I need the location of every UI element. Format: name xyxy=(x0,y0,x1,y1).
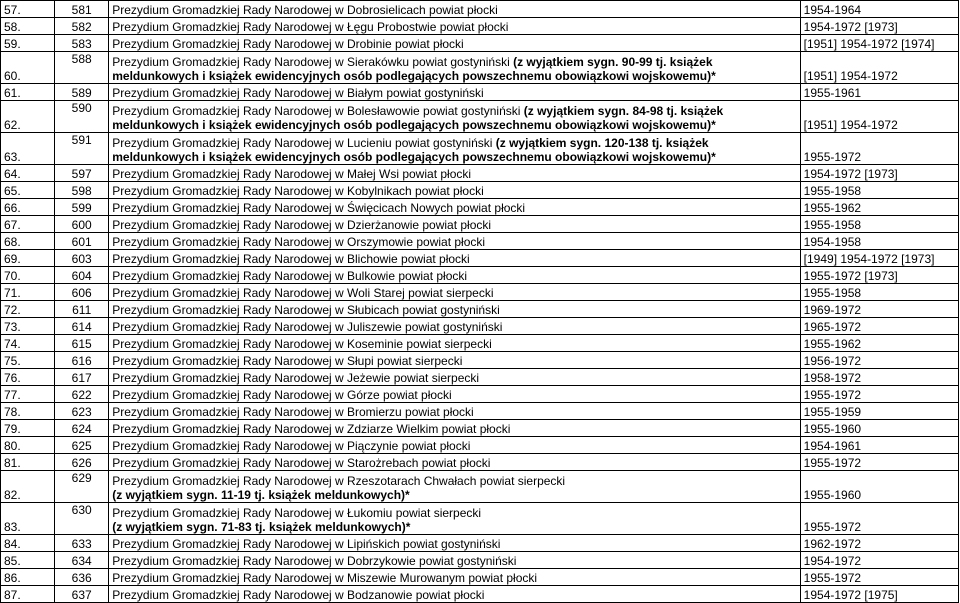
row-number: 69. xyxy=(1,250,55,267)
row-number: 67. xyxy=(1,216,55,233)
table-row xyxy=(1,165,959,182)
date-range: 1955-1962 xyxy=(800,335,958,352)
row-number: 68. xyxy=(1,233,55,250)
fonds-number: 599 xyxy=(55,199,109,216)
fonds-number: 633 xyxy=(55,535,109,552)
fonds-exclusion-note: (z wyjątkiem sygn. 71-83 tj. książek meldunkowych)* xyxy=(112,520,411,534)
fonds-title: Prezydium Gromadzkiej Rady Narodowej w Łęgu Probostwie powiat płocki xyxy=(109,18,800,35)
fonds-number: 630 xyxy=(55,503,109,535)
table-row xyxy=(1,35,959,52)
date-range: 1954-1972 [1975] xyxy=(800,586,958,603)
table-row xyxy=(1,52,959,84)
fonds-title: Prezydium Gromadzkiej Rady Narodowej w Orszymowie powiat płocki xyxy=(109,233,800,250)
fonds-number: 637 xyxy=(55,586,109,603)
table-row xyxy=(1,352,959,369)
table-row xyxy=(1,454,959,471)
date-range: 1955-1972 [1973] xyxy=(800,267,958,284)
table-row xyxy=(1,250,959,267)
fonds-number: 601 xyxy=(55,233,109,250)
row-number: 82. xyxy=(1,471,55,503)
fonds-title-line-1: Prezydium Gromadzkiej Rady Narodowej w Rzeszotarach Chwałach powiat sierpecki xyxy=(112,474,566,488)
fonds-number: 588 xyxy=(55,52,109,84)
table-row xyxy=(1,1,959,18)
table-row xyxy=(1,182,959,199)
date-range: 1969-1972 xyxy=(800,301,958,318)
fonds-number: 626 xyxy=(55,454,109,471)
date-range: 1955-1972 xyxy=(800,503,958,535)
fonds-title: Prezydium Gromadzkiej Rady Narodowej w Bulkowie powiat płocki xyxy=(109,267,800,284)
table-row xyxy=(1,569,959,586)
table-row xyxy=(1,471,959,503)
row-number: 73. xyxy=(1,318,55,335)
date-range: 1954-1972 [1973] xyxy=(800,18,958,35)
fonds-title: Prezydium Gromadzkiej Rady Narodowej w Lipińskich powiat gostyniński xyxy=(109,535,800,552)
fonds-number: 604 xyxy=(55,267,109,284)
fonds-number: 622 xyxy=(55,386,109,403)
row-number: 77. xyxy=(1,386,55,403)
table-row xyxy=(1,101,959,133)
date-range: 1954-1972 [1973] xyxy=(800,165,958,182)
row-number: 85. xyxy=(1,552,55,569)
fonds-title-line-1: Prezydium Gromadzkiej Rady Narodowej w Bolesławowie powiat gostyniński (z wyjątkiem sygn. 84-98 tj. książek xyxy=(112,104,724,118)
fonds-title: Prezydium Gromadzkiej Rady Narodowej w Juliszewie powiat gostyniński xyxy=(109,318,800,335)
date-range: [1951] 1954-1972 xyxy=(800,101,958,133)
fonds-number: 617 xyxy=(55,369,109,386)
fonds-number: 590 xyxy=(55,101,109,133)
fonds-number: 589 xyxy=(55,84,109,101)
date-range: 1955-1959 xyxy=(800,403,958,420)
table-row xyxy=(1,386,959,403)
fonds-title xyxy=(109,503,800,535)
table-row xyxy=(1,18,959,35)
fonds-title: Prezydium Gromadzkiej Rady Narodowej w Małej Wsi powiat płocki xyxy=(109,165,800,182)
row-number: 63. xyxy=(1,133,55,165)
date-range: 1955-1961 xyxy=(800,84,958,101)
fonds-title: Prezydium Gromadzkiej Rady Narodowej w Blichowie powiat płocki xyxy=(109,250,800,267)
row-number: 57. xyxy=(1,1,55,18)
fonds-number: 591 xyxy=(55,133,109,165)
fonds-exclusion-note: meldunkowych i książek ewidencyjnych osób podlegających powszechnemu obowiązkowi wojskowemu)* xyxy=(112,150,716,164)
table-row xyxy=(1,318,959,335)
table-row xyxy=(1,335,959,352)
fonds-number: 634 xyxy=(55,552,109,569)
row-number: 66. xyxy=(1,199,55,216)
fonds-number: 582 xyxy=(55,18,109,35)
row-number: 60. xyxy=(1,52,55,84)
date-range: 1962-1972 xyxy=(800,535,958,552)
fonds-title-line-1: Prezydium Gromadzkiej Rady Narodowej w Łukomiu powiat sierpecki xyxy=(112,506,482,520)
date-range: 1954-1972 xyxy=(800,552,958,569)
table-row xyxy=(1,301,959,318)
row-number: 83. xyxy=(1,503,55,535)
table-row xyxy=(1,420,959,437)
fonds-exclusion-note: (z wyjątkiem sygn. 120-138 tj. książek xyxy=(495,136,709,150)
fonds-number: 624 xyxy=(55,420,109,437)
fonds-title: Prezydium Gromadzkiej Rady Narodowej w Drobinie powiat płocki xyxy=(109,35,800,52)
fonds-number: 636 xyxy=(55,569,109,586)
table-row xyxy=(1,503,959,535)
date-range: 1955-1958 xyxy=(800,182,958,199)
fonds-title: Prezydium Gromadzkiej Rady Narodowej w Zdziarze Wielkim powiat płocki xyxy=(109,420,800,437)
row-number: 79. xyxy=(1,420,55,437)
fonds-exclusion-note: (z wyjątkiem sygn. 11-19 tj. książek meldunkowych)* xyxy=(112,488,410,502)
fonds-number: 600 xyxy=(55,216,109,233)
table-row xyxy=(1,403,959,420)
fonds-number: 616 xyxy=(55,352,109,369)
fonds-number: 583 xyxy=(55,35,109,52)
date-range: 1955-1962 xyxy=(800,199,958,216)
table-row xyxy=(1,552,959,569)
date-range: [1951] 1954-1972 xyxy=(800,52,958,84)
row-number: 65. xyxy=(1,182,55,199)
fonds-title: Prezydium Gromadzkiej Rady Narodowej w Białym powiat gostyniński xyxy=(109,84,800,101)
fonds-exclusion-note: meldunkowych i książek ewidencyjnych osób podlegających powszechnemu obowiązkowi wojskowemu)* xyxy=(112,69,716,83)
date-range: 1956-1972 xyxy=(800,352,958,369)
date-range: 1954-1961 xyxy=(800,437,958,454)
fonds-title: Prezydium Gromadzkiej Rady Narodowej w Koseminie powiat sierpecki xyxy=(109,335,800,352)
row-number: 80. xyxy=(1,437,55,454)
date-range: 1955-1972 xyxy=(800,569,958,586)
row-number: 58. xyxy=(1,18,55,35)
table-row xyxy=(1,133,959,165)
row-number: 72. xyxy=(1,301,55,318)
fonds-number: 606 xyxy=(55,284,109,301)
row-number: 84. xyxy=(1,535,55,552)
date-range: 1955-1960 xyxy=(800,420,958,437)
fonds-title: Prezydium Gromadzkiej Rady Narodowej w Woli Starej powiat sierpecki xyxy=(109,284,800,301)
table-row xyxy=(1,437,959,454)
fonds-number: 625 xyxy=(55,437,109,454)
table-row xyxy=(1,284,959,301)
fonds-title xyxy=(109,471,800,503)
date-range: 1954-1958 xyxy=(800,233,958,250)
fonds-title xyxy=(109,133,800,165)
date-range: 1955-1972 xyxy=(800,386,958,403)
fonds-title xyxy=(109,101,800,133)
fonds-title: Prezydium Gromadzkiej Rady Narodowej w Święcicach Nowych powiat płocki xyxy=(109,199,800,216)
date-range: 1965-1972 xyxy=(800,318,958,335)
fonds-number: 597 xyxy=(55,165,109,182)
row-number: 74. xyxy=(1,335,55,352)
fonds-number: 603 xyxy=(55,250,109,267)
date-range: 1955-1960 xyxy=(800,471,958,503)
fonds-exclusion-note: (z wyjątkiem sygn. 90-99 tj. książek xyxy=(513,55,713,69)
fonds-title: Prezydium Gromadzkiej Rady Narodowej w Dzierżanowie powiat płocki xyxy=(109,216,800,233)
date-range: 1958-1972 xyxy=(800,369,958,386)
table-row xyxy=(1,267,959,284)
fonds-title: Prezydium Gromadzkiej Rady Narodowej w Starożrebach powiat płocki xyxy=(109,454,800,471)
fonds-title: Prezydium Gromadzkiej Rady Narodowej w Bromierzu powiat płocki xyxy=(109,403,800,420)
row-number: 76. xyxy=(1,369,55,386)
date-range: [1951] 1954-1972 [1974] xyxy=(800,35,958,52)
date-range: 1955-1958 xyxy=(800,216,958,233)
fonds-number: 614 xyxy=(55,318,109,335)
date-range: [1949] 1954-1972 [1973] xyxy=(800,250,958,267)
row-number: 87. xyxy=(1,586,55,603)
table-row xyxy=(1,535,959,552)
table-row xyxy=(1,586,959,603)
fonds-number: 611 xyxy=(55,301,109,318)
row-number: 62. xyxy=(1,101,55,133)
row-number: 61. xyxy=(1,84,55,101)
row-number: 59. xyxy=(1,35,55,52)
date-range: 1955-1958 xyxy=(800,284,958,301)
fonds-title: Prezydium Gromadzkiej Rady Narodowej w Dobrosielicach powiat płocki xyxy=(109,1,800,18)
fonds-title: Prezydium Gromadzkiej Rady Narodowej w Piączynie powiat płocki xyxy=(109,437,800,454)
fonds-title: Prezydium Gromadzkiej Rady Narodowej w Jeżewie powiat sierpecki xyxy=(109,369,800,386)
fonds-title-line-1: Prezydium Gromadzkiej Rady Narodowej w Sierakówku powiat gostyniński (z wyjątkiem sygn. 90-99 tj. książek xyxy=(112,55,713,69)
fonds-number: 615 xyxy=(55,335,109,352)
fonds-title: Prezydium Gromadzkiej Rady Narodowej w Miszewie Murowanym powiat płocki xyxy=(109,569,800,586)
row-number: 71. xyxy=(1,284,55,301)
date-range: 1955-1972 xyxy=(800,454,958,471)
table-row xyxy=(1,216,959,233)
fonds-number: 581 xyxy=(55,1,109,18)
row-number: 75. xyxy=(1,352,55,369)
date-range: 1955-1972 xyxy=(800,133,958,165)
fonds-title: Prezydium Gromadzkiej Rady Narodowej w Kobylnikach powiat płocki xyxy=(109,182,800,199)
fonds-title-line-1: Prezydium Gromadzkiej Rady Narodowej w Lucieniu powiat gostyniński (z wyjątkiem sygn. 120-138 tj. książek xyxy=(112,136,709,150)
fonds-number: 629 xyxy=(55,471,109,503)
row-number: 78. xyxy=(1,403,55,420)
fonds-number: 623 xyxy=(55,403,109,420)
row-number: 70. xyxy=(1,267,55,284)
table-row xyxy=(1,84,959,101)
fonds-title: Prezydium Gromadzkiej Rady Narodowej w Słupi powiat sierpecki xyxy=(109,352,800,369)
fonds-exclusion-note: meldunkowych i książek ewidencyjnych osób podlegających powszechnemu obowiązkowi wojskowemu)* xyxy=(112,118,716,132)
row-number: 86. xyxy=(1,569,55,586)
table-row xyxy=(1,199,959,216)
fonds-title: Prezydium Gromadzkiej Rady Narodowej w Słubicach powiat gostyniński xyxy=(109,301,800,318)
row-number: 64. xyxy=(1,165,55,182)
table-row xyxy=(1,369,959,386)
date-range: 1954-1964 xyxy=(800,1,958,18)
fonds-number: 598 xyxy=(55,182,109,199)
fonds-title: Prezydium Gromadzkiej Rady Narodowej w Górze powiat płocki xyxy=(109,386,800,403)
fonds-exclusion-note: (z wyjątkiem sygn. 84-98 tj. książek xyxy=(523,104,724,118)
fonds-title: Prezydium Gromadzkiej Rady Narodowej w Dobrzykowie powiat gostyniński xyxy=(109,552,800,569)
table-row xyxy=(1,233,959,250)
row-number: 81. xyxy=(1,454,55,471)
fonds-title xyxy=(109,52,800,84)
fonds-title: Prezydium Gromadzkiej Rady Narodowej w Bodzanowie powiat płocki xyxy=(109,586,800,603)
